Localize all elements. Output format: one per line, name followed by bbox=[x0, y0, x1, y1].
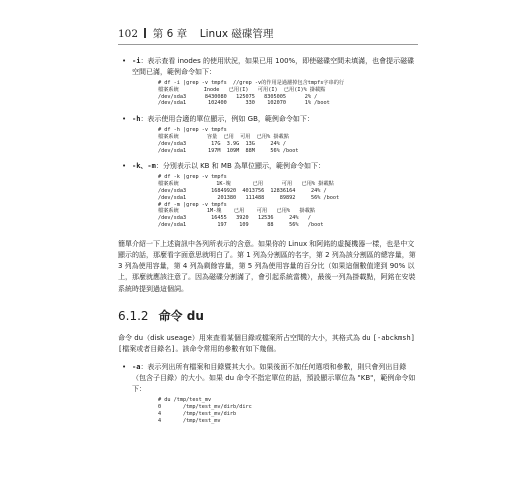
section-number: 6.1.2 bbox=[118, 308, 149, 323]
page-number: 102 bbox=[118, 28, 139, 40]
code-block: # df -i |grep -v tmpfs //grep -v的作用是過濾掉包含tmpfs字串的行 檔案系統 Inode 已用(I) 可用(I) 已用(I)% 掛載點 /dev/sda3 8430080 125075 8305005 2% / /dev/sda1 102400 330 102070 1% /boot bbox=[158, 80, 345, 107]
explanation-paragraph: 簡單介紹一下上述資訊中各列所表示的含意。如果你的 Linux 和阿銘的虛擬機器一樣，也是中文顯示的話，那麼看字面意思就明白了。第 1 列為分割區的名字，第 2 列為該分割區的總容量，第 3 列為使用容量，第 4 列為剩餘容量，第 5 列為使用容量的百分比（如果這個數值達到 90% 以上，那麼就應該注意了。因為磁碟分割滿了，會引起系統當機），最後一列為掛載點，阿銘在安裝系統時提到過這個詞。 bbox=[118, 239, 416, 293]
bullet-dot: • bbox=[122, 162, 127, 171]
intro-command: du bbox=[362, 333, 371, 342]
option-description: ：表示列出所有檔案和目錄暨其大小。如果後面不加任何選項和參數，則只會列出目錄（包含子目錄）的大小。如果 du 命令不指定單位的話，預設顯示單位為 "KB"，範例命令如下： bbox=[132, 363, 416, 394]
option-item-i bbox=[118, 56, 418, 107]
code-block: # df -k |grep -v tmpfs 檔案系統 1K-塊 已用 可用 已用% 掛載點 /dev/sda3 16849920 4013756 12836164 24% / /dev/sda1 201380 111488 89892 56% /boot # df -m |grep -v tmpfs 檔案系統 1M-塊 已用 可用 已用% 掛載點 /dev/sda3 16455 3920 12536 24% / /dev/sda1 197 109 88 56% /boot bbox=[158, 174, 340, 228]
option-flag: -i bbox=[132, 57, 141, 65]
option-flag: -k、-m bbox=[132, 162, 156, 171]
chapter-label: 第 6 章 bbox=[152, 28, 188, 40]
section-heading bbox=[118, 309, 418, 323]
chapter-title: Linux 磁碟管理 bbox=[199, 28, 274, 40]
option-item-h bbox=[118, 114, 418, 154]
code-block: # df -h |grep -v tmpfs 檔案系統 容量 已用 可用 已用% 掛載點 /dev/sda3 17G 3.9G 13G 24% / /dev/sda1 197M 109M 88M 56% /boot bbox=[158, 127, 299, 154]
section-title: 命令 du bbox=[158, 308, 204, 323]
du-intro-paragraph bbox=[118, 333, 418, 355]
header-divider bbox=[144, 28, 146, 38]
option-description: ：表示使用合適的單位顯示，例如 GB，範例命令如下： bbox=[140, 115, 314, 124]
page-header bbox=[118, 26, 418, 42]
bullet-dot: • bbox=[122, 363, 127, 372]
option-flag: -h bbox=[132, 115, 141, 124]
option-item-k-m bbox=[118, 161, 418, 228]
header-rule bbox=[118, 44, 418, 45]
option-description: ：分別表示以 KB 和 MB 為單位顯示，範例命令如下： bbox=[155, 162, 325, 171]
intro-syntax: [-abckmsh] [檔案或者目錄名] bbox=[118, 333, 415, 353]
intro-text: 命令 du（disk useage）用來查看某個目錄或檔案所占空間的大小，其格式為 bbox=[118, 333, 360, 342]
option-item-a bbox=[118, 362, 418, 424]
option-description: ：表示查看 inodes 的使用狀況，如果已用 100%，即使磁碟空間未填滿，也會提示磁碟空間已滿，範例命令如下： bbox=[132, 57, 415, 76]
option-flag: -a bbox=[132, 363, 141, 372]
intro-text-end: 。該命令常用的參數有如下幾個。 bbox=[175, 344, 281, 353]
code-block: # du /tmp/test_mv 0 /tmp/test_mv/dirb/dirc 4 /tmp/test_mv/dirb 4 /tmp/test_mv bbox=[158, 397, 252, 424]
page-content bbox=[118, 56, 418, 424]
bullet-dot: • bbox=[122, 57, 127, 65]
bullet-dot: • bbox=[122, 115, 127, 124]
